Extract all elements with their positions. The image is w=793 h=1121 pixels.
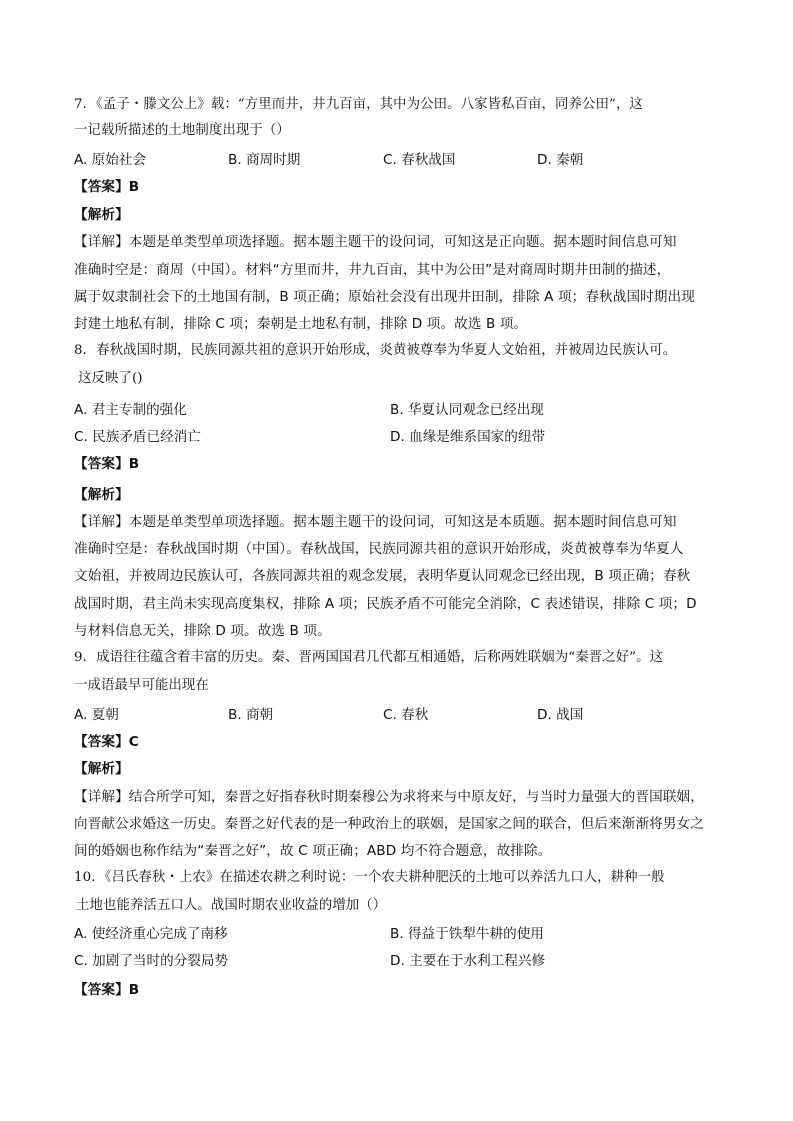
q8-stem-line-2: 这反映了() <box>78 371 143 386</box>
q7-detail-line-4: 封建土地私有制，排除 C 项；秦朝是土地私有制，排除 D 项。故选 B 项。 <box>74 316 528 332</box>
q9-option-c: C. 春秋 <box>383 707 429 723</box>
q10-option-a: A. 使经济重心完成了南移 <box>74 926 228 942</box>
q7-option-c: C. 春秋战国 <box>383 152 456 168</box>
q8-option-a: A. 君主专制的强化 <box>74 402 187 418</box>
q9-analysis-label: 【解析】 <box>74 761 129 777</box>
q9-detail-line-1: 【详解】结合所学可知，秦晋之好指春秋时期秦穆公为求将来与中原友好，与当时力量强大的晋国联姻， <box>74 789 704 805</box>
q9-option-d: D. 战国 <box>537 707 584 723</box>
q7-stem-line-2: 一记载所描述的土地制度出现于（） <box>74 123 290 138</box>
q7-answer: 【答案】B <box>74 179 140 195</box>
q8-analysis-label: 【解析】 <box>74 487 129 503</box>
q7-option-b: B. 商周时期 <box>228 152 301 168</box>
q8-option-c: C. 民族矛盾已经消亡 <box>74 429 201 445</box>
q7-analysis-label: 【解析】 <box>74 207 129 223</box>
q9-option-b: B. 商朝 <box>228 707 274 723</box>
q8-detail-line-1: 【详解】本题是单类型单项选择题。据本题主题干的设问词，可知这是本质题。据本题时间信息可知 <box>74 514 677 530</box>
q10-answer: 【答案】B <box>74 982 140 998</box>
q7-option-d: D. 秦朝 <box>537 152 584 168</box>
q9-stem-line-2: 一成语最早可能出现在 <box>74 678 209 693</box>
q10-option-d: D. 主要在于水利工程兴修 <box>390 953 546 969</box>
q7-detail-line-2: 准确时空是：商周（中国）。材料“方里而井，井九百亩，其中为公田”是对商周时期井田制的描述， <box>74 262 671 278</box>
q8-option-b: B. 华夏认同观念已经出现 <box>390 402 544 418</box>
q8-option-d: D. 血缘是维系国家的纽带 <box>390 429 546 445</box>
q10-option-b: B. 得益于铁犁牛耕的使用 <box>390 926 544 942</box>
q9-answer: 【答案】C <box>74 734 139 750</box>
q10-option-c: C. 加剧了当时的分裂局势 <box>74 953 229 969</box>
q8-stem-line-1: 8．春秋战国时期，民族同源共祖的意识开始形成，炎黄被尊奉为华夏人文始祖，并被周边民族认可。 <box>74 343 677 358</box>
q8-detail-line-4: 战国时期，君主尚未实现高度集权，排除 A 项；民族矛盾不可能完全消除，C 表述错误，排除 C 项；D <box>74 596 697 612</box>
q7-detail-line-3: 属于奴隶制社会下的土地国有制，B 项正确；原始社会没有出现井田制，排除 A 项；春秋战国时期出现 <box>74 289 695 305</box>
q10-stem-line-2: 土地也能养活五口人。战国时期农业收益的增加（） <box>76 898 387 913</box>
q9-option-a: A. 夏朝 <box>74 707 119 723</box>
q8-answer: 【答案】B <box>74 456 140 472</box>
q9-detail-line-2: 向晋献公求婚这一历史。秦晋之好代表的是一种政治上的联姻，是国家之间的联合，但后来渐渐将男女之 <box>74 816 704 832</box>
q7-option-a: A. 原始社会 <box>74 152 147 168</box>
q8-detail-line-3: 文始祖，并被周边民族认可，各族同源共祖的观念发展，表明华夏认同观念已经出现，B 项正确；春秋 <box>74 568 691 584</box>
q7-stem-line-1: 7．《孟子・滕文公上》载：“方里而井，井九百亩，其中为公田。八家皆私百亩，同养公田”，这 <box>74 97 643 112</box>
q9-stem-line-1: 9．成语往往蕴含着丰富的历史。秦、晋两国国君几代都互相通婚，后称两姓联姻为“秦晋之好”。这 <box>74 650 664 665</box>
q8-detail-line-5: 与材料信息无关，排除 D 项。故选 B 项。 <box>74 623 331 639</box>
q8-detail-line-2: 准确时空是：春秋战国时期（中国）。春秋战国，民族同源共祖的意识开始形成，炎黄被尊奉为华夏人 <box>74 541 684 557</box>
q9-detail-line-3: 间的婚姻也称作结为“秦晋之好”，故 C 项正确；ABD 均不符合题意，故排除。 <box>74 843 552 859</box>
q7-detail-line-1: 【详解】本题是单类型单项选择题。据本题主题干的设问词，可知这是正向题。据本题时间信息可知 <box>74 234 677 250</box>
q10-stem-line-1: 10．《吕氏春秋・上农》在描述农耕之利时说：一个农夫耕种肥沃的土地可以养活九口人，耕种一般 <box>74 870 665 885</box>
